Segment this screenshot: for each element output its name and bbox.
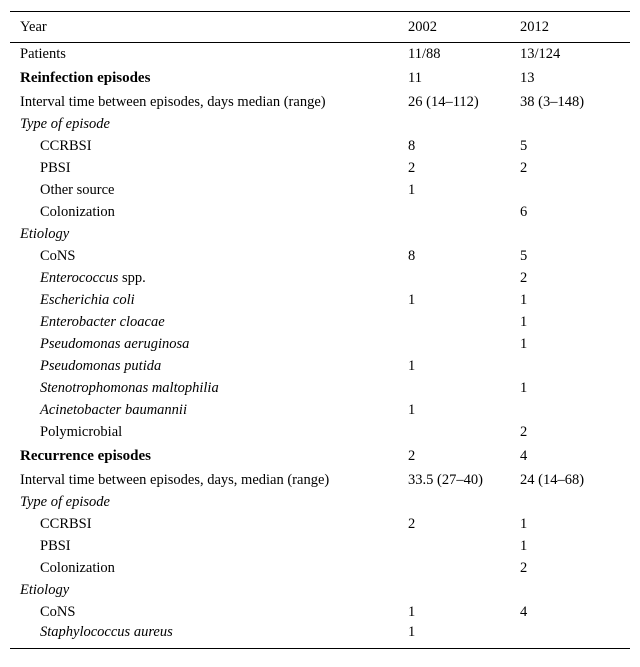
cell-2012: 4 bbox=[520, 447, 528, 464]
cell-2012 bbox=[510, 355, 630, 377]
row-label bbox=[10, 267, 398, 289]
cell-2012: 38 (3–148) bbox=[520, 93, 585, 110]
cell-2002 bbox=[398, 421, 510, 443]
cell-2002: 2 bbox=[408, 159, 416, 176]
section-etiology bbox=[10, 223, 630, 245]
cell-2002 bbox=[398, 491, 510, 513]
row-label: PBSI bbox=[40, 537, 71, 554]
cell-2002 bbox=[398, 333, 510, 355]
cell-2012: 5 bbox=[520, 137, 528, 154]
row-pbsi bbox=[10, 535, 630, 557]
row-label: CCRBSI bbox=[40, 137, 92, 154]
row-pbsi bbox=[10, 157, 630, 179]
row-label: Pseudomonas putida bbox=[40, 357, 162, 374]
cell-2002: 1 bbox=[408, 181, 416, 198]
cell-2012 bbox=[510, 579, 630, 601]
row-interval-recurrence bbox=[10, 469, 630, 491]
table-header-row bbox=[10, 12, 630, 43]
cell-2012: 13 bbox=[520, 69, 535, 86]
row-label: Recurrence episodes bbox=[20, 447, 151, 464]
cell-2012: 24 (14–68) bbox=[520, 471, 585, 488]
cell-2002: 11/88 bbox=[408, 45, 441, 62]
row-pseudomonas-putida bbox=[10, 355, 630, 377]
cell-2002 bbox=[398, 579, 510, 601]
section-type-of-episode bbox=[10, 491, 630, 513]
row-escherichia-coli bbox=[10, 289, 630, 311]
row-colonization bbox=[10, 201, 630, 223]
row-enterococcus bbox=[10, 267, 630, 289]
cell-2002: 1 bbox=[408, 401, 416, 418]
cell-2002: 1 bbox=[408, 603, 416, 620]
row-cons bbox=[10, 245, 630, 267]
cell-2002: 2 bbox=[408, 515, 416, 532]
row-colonization bbox=[10, 557, 630, 579]
section-label: Etiology bbox=[20, 225, 70, 242]
cell-2012: 4 bbox=[520, 603, 528, 620]
cell-2012: 2 bbox=[520, 559, 528, 576]
cell-2002: 8 bbox=[408, 247, 416, 264]
cell-2002: 11 bbox=[408, 69, 422, 86]
cell-2012: 6 bbox=[520, 203, 528, 220]
row-label: CoNS bbox=[40, 603, 76, 620]
row-enterobacter-cloacae bbox=[10, 311, 630, 333]
cell-2002 bbox=[398, 267, 510, 289]
section-label: Etiology bbox=[20, 581, 70, 598]
cell-2012 bbox=[510, 223, 630, 245]
cell-2002: 1 bbox=[408, 624, 416, 640]
cell-2012: 1 bbox=[520, 537, 528, 554]
cell-2012 bbox=[510, 399, 630, 421]
row-label: Escherichia coli bbox=[40, 291, 135, 308]
cell-2012: 1 bbox=[520, 291, 528, 308]
header-2002: 2002 bbox=[408, 18, 437, 35]
section-etiology bbox=[10, 579, 630, 601]
section-label: Type of episode bbox=[20, 115, 110, 132]
row-pseudomonas-aeruginosa bbox=[10, 333, 630, 355]
cell-2012: 1 bbox=[520, 335, 528, 352]
row-reinfection-episodes bbox=[10, 65, 630, 91]
row-label: Polymicrobial bbox=[40, 423, 123, 440]
row-label: Stenotrophomonas maltophilia bbox=[40, 379, 219, 396]
cell-2012: 1 bbox=[520, 515, 528, 532]
cell-2002 bbox=[398, 557, 510, 579]
row-cons bbox=[10, 601, 630, 623]
row-label: PBSI bbox=[40, 159, 71, 176]
cell-2002: 33.5 (27–40) bbox=[408, 471, 483, 488]
section-label: Type of episode bbox=[20, 493, 110, 510]
cell-2002: 1 bbox=[408, 357, 416, 374]
header-year: Year bbox=[20, 18, 47, 35]
organism-name: Enterococcus bbox=[40, 269, 119, 286]
row-ccrbsi bbox=[10, 513, 630, 535]
cell-2002 bbox=[398, 311, 510, 333]
row-other-source bbox=[10, 179, 630, 201]
row-label: Enterobacter cloacae bbox=[40, 313, 165, 330]
row-label: Colonization bbox=[40, 203, 115, 220]
cell-2002 bbox=[398, 223, 510, 245]
row-acinetobacter-baumannii bbox=[10, 399, 630, 421]
cell-2002 bbox=[398, 377, 510, 399]
cell-2002: 8 bbox=[408, 137, 416, 154]
cell-2012: 1 bbox=[520, 313, 528, 330]
row-ccrbsi bbox=[10, 135, 630, 157]
row-label: Interval time between episodes, days median (range) bbox=[20, 93, 326, 110]
cell-2012: 2 bbox=[520, 159, 528, 176]
cell-2002 bbox=[398, 201, 510, 223]
cell-2012 bbox=[510, 623, 630, 649]
header-2012: 2012 bbox=[520, 18, 549, 35]
row-polymicrobial bbox=[10, 421, 630, 443]
data-table-container bbox=[10, 11, 630, 649]
row-label: Other source bbox=[40, 181, 115, 198]
row-label: CCRBSI bbox=[40, 515, 92, 532]
cell-2012: 2 bbox=[520, 269, 528, 286]
organism-suffix: spp. bbox=[118, 269, 146, 286]
cell-2012: 2 bbox=[520, 423, 528, 440]
row-label: Colonization bbox=[40, 559, 115, 576]
cell-2012: 13/124 bbox=[520, 45, 561, 62]
row-label: Acinetobacter baumannii bbox=[40, 401, 187, 418]
cell-2012 bbox=[510, 179, 630, 201]
cell-2002: 1 bbox=[408, 291, 416, 308]
cell-2002: 2 bbox=[408, 447, 416, 464]
cell-2002 bbox=[398, 113, 510, 135]
cell-2002: 26 (14–112) bbox=[408, 93, 479, 110]
row-stenotrophomonas-maltophilia bbox=[10, 377, 630, 399]
row-label: Reinfection episodes bbox=[20, 69, 151, 86]
row-interval-reinfection bbox=[10, 91, 630, 113]
row-patients bbox=[10, 43, 630, 66]
row-label: Pseudomonas aeruginosa bbox=[40, 335, 190, 352]
row-recurrence-episodes bbox=[10, 443, 630, 469]
cell-2012 bbox=[510, 491, 630, 513]
data-table bbox=[10, 11, 630, 649]
section-type-of-episode bbox=[10, 113, 630, 135]
row-label: Patients bbox=[20, 45, 66, 62]
row-label: CoNS bbox=[40, 247, 76, 264]
cell-2012: 1 bbox=[520, 379, 528, 396]
row-staphylococcus-aureus bbox=[10, 623, 630, 649]
cell-2012: 5 bbox=[520, 247, 528, 264]
row-label: Staphylococcus aureus bbox=[40, 624, 173, 640]
row-label: Interval time between episodes, days, median (range) bbox=[20, 471, 330, 488]
cell-2002 bbox=[398, 535, 510, 557]
cell-2012 bbox=[510, 113, 630, 135]
